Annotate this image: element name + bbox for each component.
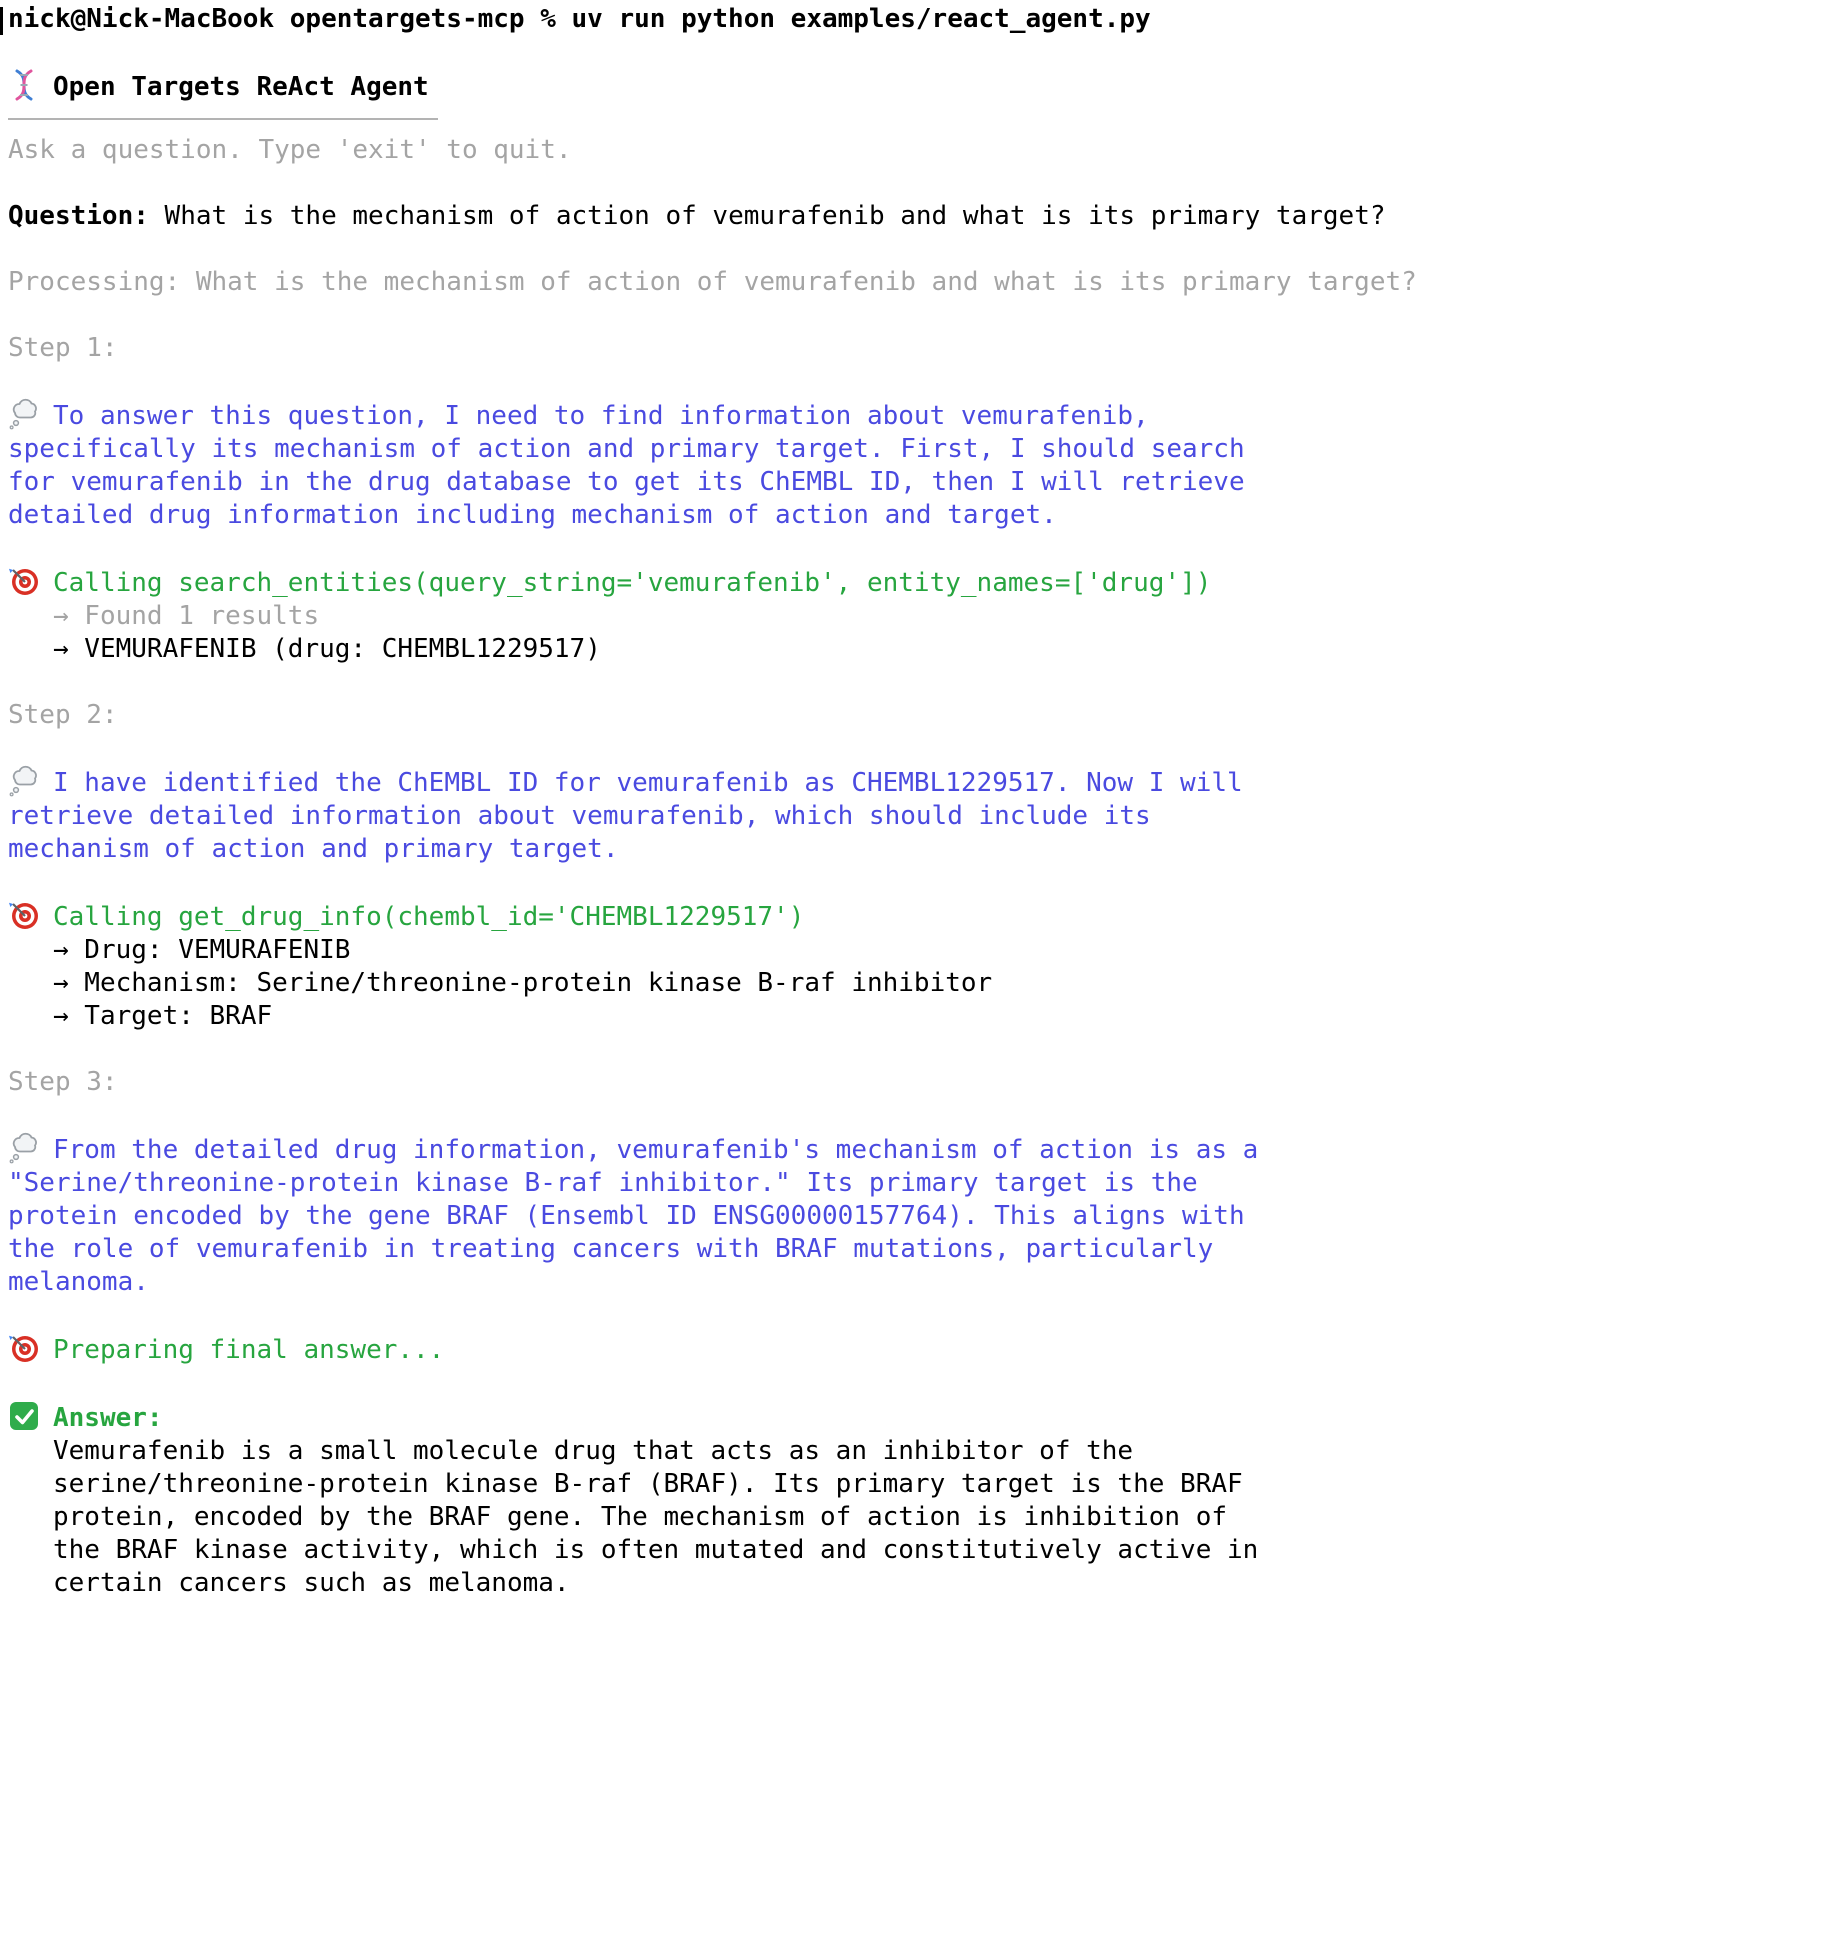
title-line	[8, 69, 1812, 104]
tool-result-line: → Target: BRAF	[53, 1001, 273, 1031]
thought-balloon-icon	[8, 1132, 40, 1164]
step-label: Step 3:	[8, 1067, 118, 1097]
thought-text: I have identified the ChEMBL ID for vemurafenib as CHEMBL1229517. Now I will retrieve detailed information about vemurafenib, which should include its mechanism of action and primary target.	[8, 768, 1243, 864]
thought-paragraph	[8, 1132, 1267, 1299]
final-call-line	[8, 1332, 1812, 1367]
tool-result-line: → Found 1 results	[53, 601, 320, 631]
question-text: What is the mechanism of action of vemurafenib and what is its primary target?	[164, 201, 1386, 231]
tool-result-line: → Mechanism: Serine/threonine-protein kinase B-raf inhibitor	[53, 968, 993, 998]
answer-text: Vemurafenib is a small molecule drug that acts as an inhibitor of the serine/threonine-protein kinase B-raf (BRAF). Its primary target is the BRAF protein, encoded by the BRAF gene. The mechanism of action is inhibition of the BRAF kinase activity, which is often mutated and constitutively active in certain cancers such as melanoma.	[53, 1436, 1259, 1598]
tool-call-block	[8, 565, 1812, 666]
target-icon	[8, 899, 40, 931]
tool-result-line: → Drug: VEMURAFENIB	[53, 935, 351, 965]
dna-icon	[8, 69, 40, 101]
blank-line	[8, 36, 1812, 69]
tool-call-text: Preparing final answer...	[53, 1335, 445, 1365]
question-label: Question:	[8, 201, 149, 231]
app-header	[8, 69, 1812, 167]
hint-text: Ask a question. Type 'exit' to quit.	[8, 135, 572, 165]
tool-call-block	[8, 899, 1812, 1033]
thought-paragraph	[8, 398, 1267, 532]
answer-heading	[8, 1400, 1812, 1435]
processing-line: Processing: What is the mechanism of action of vemurafenib and what is its primary target?	[8, 267, 1417, 297]
step-label: Step 1:	[8, 333, 118, 363]
target-icon	[8, 565, 40, 597]
check-icon	[8, 1400, 40, 1432]
tool-call-line	[8, 565, 1812, 600]
title-underline	[8, 118, 438, 120]
thought-balloon-icon	[8, 765, 40, 797]
terminal-cursor	[0, 7, 3, 35]
tool-call-text: Calling search_entities(query_string='vemurafenib', entity_names=['drug'])	[53, 568, 1212, 598]
app-title: Open Targets ReAct Agent	[53, 72, 429, 102]
tool-result-line: → VEMURAFENIB (drug: CHEMBL1229517)	[53, 634, 601, 664]
thought-text: From the detailed drug information, vemurafenib's mechanism of action is as a "Serine/threonine-protein kinase B-raf inhibitor." Its primary target is the protein encoded by the gene BRAF (Ensembl ID ENSG00000157764). This aligns with the role of vemurafenib in treating cancers with BRAF mutations, particularly melanoma.	[8, 1135, 1259, 1297]
step-label: Step 2:	[8, 700, 118, 730]
thought-paragraph	[8, 765, 1267, 866]
shell-prompt-line	[8, 3, 1812, 36]
blank-line	[8, 167, 1812, 200]
answer-block	[8, 1400, 1812, 1600]
answer-label: Answer:	[53, 1403, 163, 1433]
tool-call-line	[8, 899, 1812, 934]
thought-text: To answer this question, I need to find information about vemurafenib, specifically its mechanism of action and primary target. First, I should search for vemurafenib in the drug database to get its ChEMBL ID, then I will retrieve detailed drug information including mechanism of action and target.	[8, 401, 1245, 530]
shell-command: nick@Nick-MacBook opentargets-mcp % uv run python examples/react_agent.py	[8, 4, 1151, 34]
target-icon	[8, 1332, 40, 1364]
thought-balloon-icon	[8, 398, 40, 430]
tool-call-text: Calling get_drug_info(chembl_id='CHEMBL1229517')	[53, 902, 805, 932]
question-line	[8, 200, 1812, 233]
